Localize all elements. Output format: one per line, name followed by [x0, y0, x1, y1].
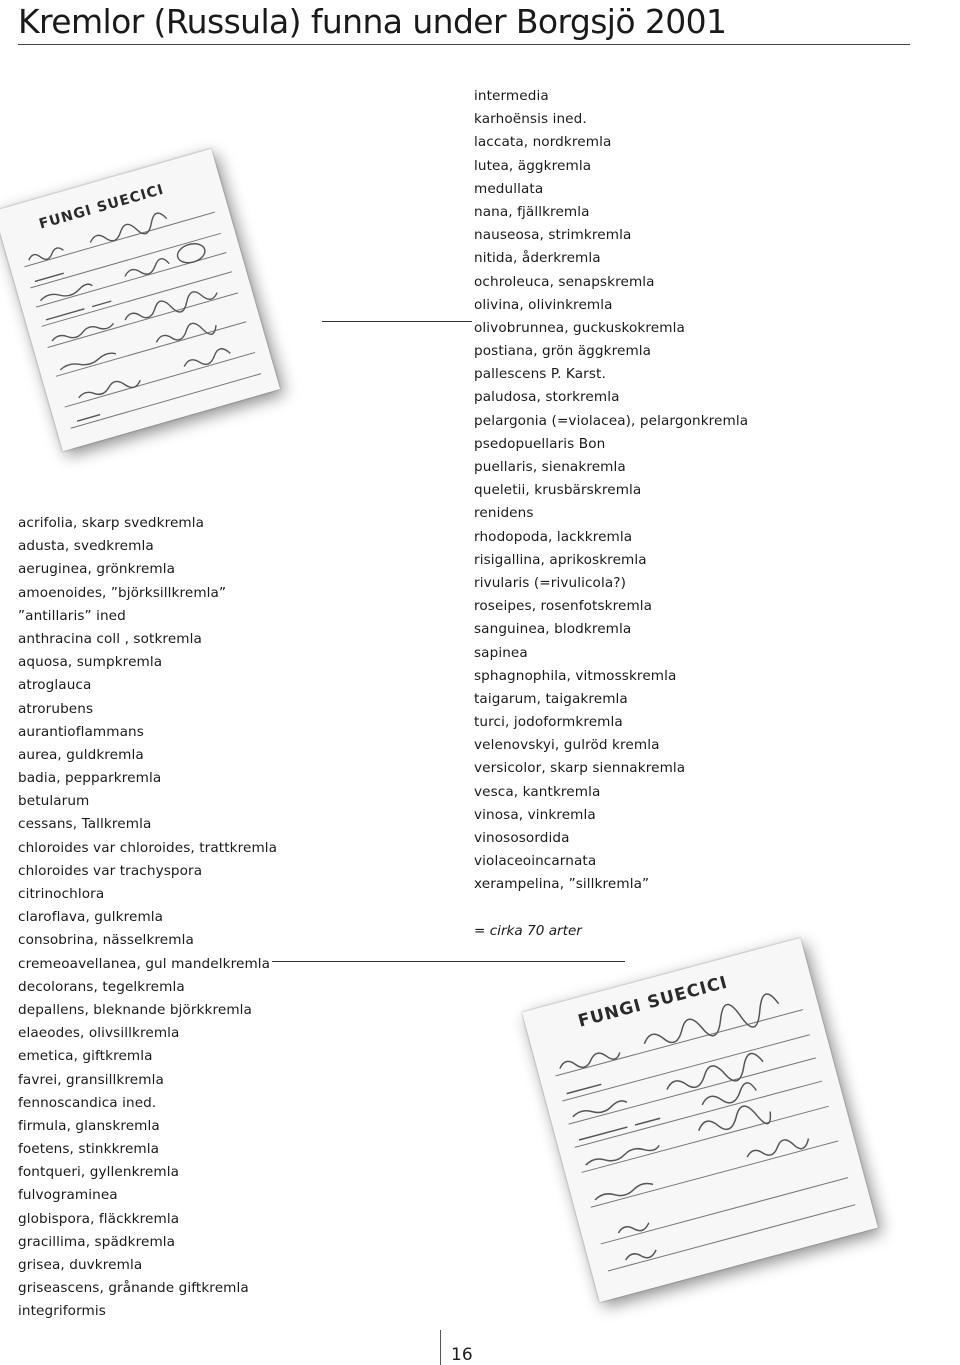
species-item: queletii, krusbärskremla: [474, 482, 642, 499]
species-item: griseascens, grånande giftkremla: [18, 1280, 249, 1297]
species-item: grisea, duvkremla: [18, 1257, 143, 1273]
species-item: vinosa, vinkremla: [474, 806, 596, 823]
species-list-right: [474, 85, 748, 897]
species-item: aquosa, sumpkremla: [18, 654, 163, 671]
species-item: pelargonia (=violacea), pelargonkremla: [474, 412, 749, 429]
species-item: elaeodes, olivsillkremla: [18, 1025, 180, 1042]
species-item: sapinea: [474, 644, 528, 661]
species-item: ”antillaris” ined: [18, 607, 126, 624]
species-item: versicolor, skarp siennakremla: [474, 760, 686, 777]
species-item: intermedia: [474, 88, 549, 104]
species-item: rivularis (=rivulicola?): [474, 574, 626, 591]
species-item: adusta, svedkremla: [18, 538, 154, 555]
species-list-left: [18, 512, 277, 1324]
species-item: citrinochlora: [18, 886, 105, 902]
species-item: amoenoides, ”björksillkremla”: [18, 584, 227, 601]
species-item: roseipes, rosenfotskremla: [474, 598, 653, 615]
species-item: risigallina, aprikoskremla: [474, 551, 647, 568]
species-item: cremeoavellanea, gul mandelkremla: [18, 955, 271, 972]
species-item: medullata: [474, 180, 544, 197]
species-item: violaceoincarnata: [474, 853, 597, 870]
species-item: nauseosa, strimkremla: [474, 227, 632, 244]
species-item: cessans, Tallkremla: [18, 816, 152, 833]
species-item: fennoscandica ined.: [18, 1094, 157, 1111]
species-item: lutea, äggkremla: [474, 157, 592, 174]
page-number-rule: [440, 1330, 441, 1365]
species-item: olivina, olivinkremla: [474, 296, 613, 313]
species-item: pallescens P. Karst.: [474, 366, 606, 383]
species-item: renidens: [474, 505, 534, 522]
species-item: taigarum, taigakremla: [474, 690, 628, 707]
species-item: ochroleuca, senapskremla: [474, 273, 655, 290]
species-item: velenovskyi, gulröd kremla: [474, 737, 660, 754]
species-item: aurantioflammans: [18, 723, 144, 740]
card-top-header: FUNGI SUECICI: [37, 181, 166, 233]
species-item: firmula, glanskremla: [18, 1117, 160, 1134]
species-item: psedopuellaris Bon: [474, 435, 606, 452]
leader-line-top: [322, 321, 472, 322]
page-number: 16: [451, 1345, 473, 1365]
species-item: fulvograminea: [18, 1187, 118, 1204]
species-item: chloroides var chloroides, trattkremla: [18, 839, 278, 856]
species-item: emetica, giftkremla: [18, 1048, 153, 1065]
species-item: puellaris, sienakremla: [474, 459, 626, 475]
species-item: aurea, guldkremla: [18, 746, 144, 763]
species-item: claroflava, gulkremla: [18, 909, 164, 926]
card-bottom-header: FUNGI SUECICI: [575, 972, 730, 1032]
species-item: sanguinea, blodkremla: [474, 621, 632, 638]
species-item: decolorans, tegelkremla: [18, 978, 185, 995]
species-item: postiana, grön äggkremla: [474, 343, 652, 360]
species-item: laccata, nordkremla: [474, 134, 612, 151]
species-item: sphagnophila, vitmosskremla: [474, 667, 677, 684]
species-item: nitida, åderkremla: [474, 250, 601, 267]
species-item: foetens, stinkkremla: [18, 1141, 160, 1158]
species-item: olivobrunnea, guckuskokremla: [474, 319, 685, 336]
species-item: globispora, fläckkremla: [18, 1210, 180, 1227]
page-title: Kremlor (Russula) funna under Borgsjö 2001: [18, 2, 727, 41]
card-bottom-handwriting: [522, 938, 878, 1302]
species-item: vinososordida: [474, 830, 570, 846]
species-item: rhodopoda, lackkremla: [474, 528, 633, 545]
species-item: aeruginea, grönkremla: [18, 561, 176, 578]
species-item: favrei, gransillkremla: [18, 1071, 164, 1088]
species-item: fontqueri, gyllenkremla: [18, 1164, 180, 1181]
species-item: integriformis: [18, 1303, 106, 1320]
species-item: chloroides var trachyspora: [18, 862, 203, 879]
species-item: anthracina coll , sotkremla: [18, 630, 202, 647]
card-top-handwriting: [0, 149, 280, 452]
species-item: badia, pepparkremla: [18, 770, 162, 787]
species-item: acrifolia, skarp svedkremla: [18, 515, 205, 531]
species-item: gracillima, spädkremla: [18, 1233, 176, 1250]
leader-line-bottom: [272, 961, 625, 962]
species-item: turci, jodoformkremla: [474, 714, 623, 731]
title-rule: [18, 44, 910, 45]
species-item: xerampelina, ”sillkremla”: [474, 876, 650, 893]
species-item: betularum: [18, 793, 90, 810]
species-item: consobrina, nässelkremla: [18, 932, 194, 949]
species-item: nana, fjällkremla: [474, 203, 590, 220]
species-item: vesca, kantkremla: [474, 783, 601, 800]
species-item: depallens, bleknande björkkremla: [18, 1001, 252, 1018]
species-item: karhoënsis ined.: [474, 111, 587, 128]
herbarium-card-bottom: [522, 938, 878, 1302]
species-item: paludosa, storkremla: [474, 389, 620, 406]
species-count-summary: = cirka 70 arter: [474, 923, 582, 939]
species-item: atroglauca: [18, 677, 92, 694]
species-item: atrorubens: [18, 700, 94, 717]
herbarium-card-top: [0, 149, 280, 452]
